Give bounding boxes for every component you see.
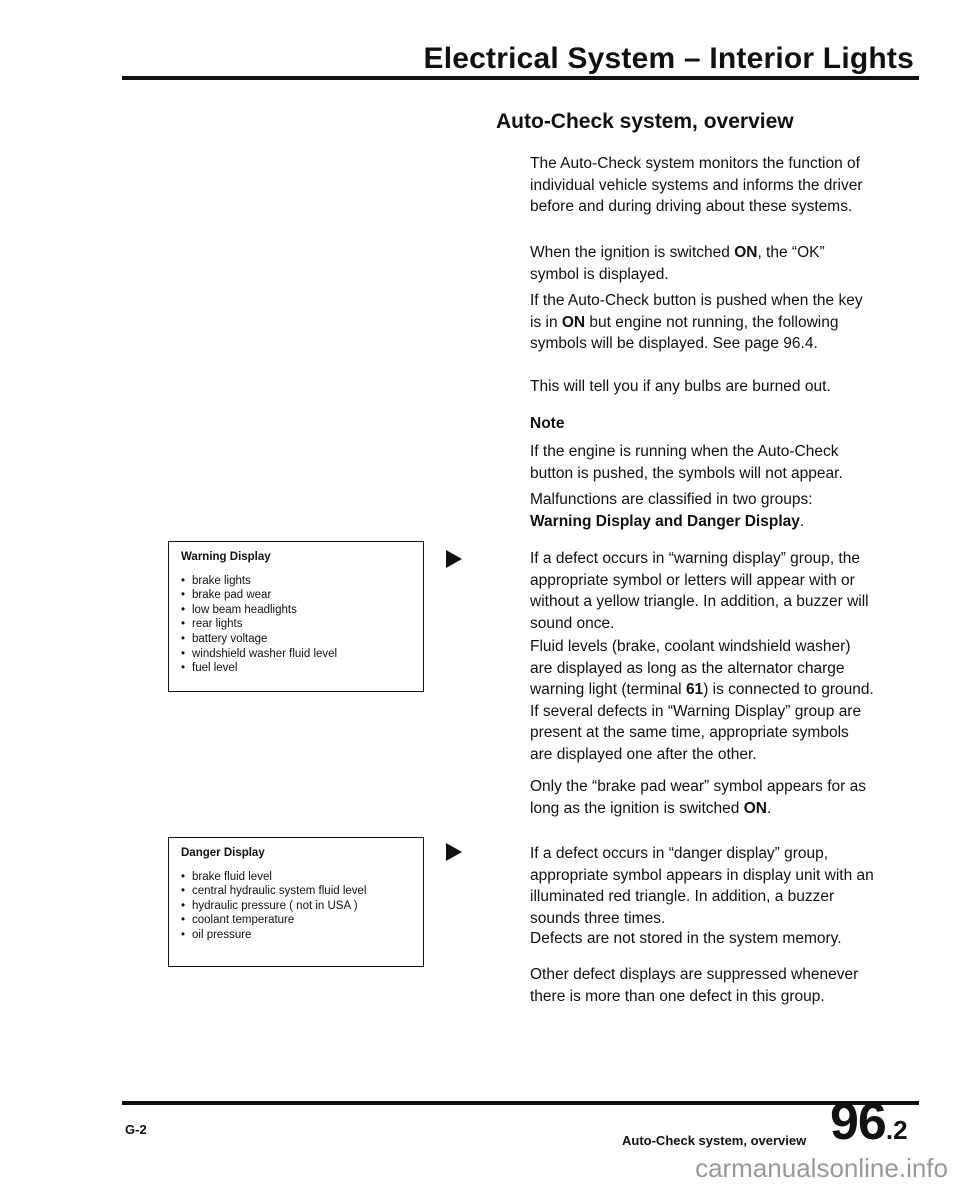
list-item <box>181 913 411 928</box>
paragraph-text: Only the “brake pad wear” symbol appears for as long as the ignition is switched <box>530 778 866 817</box>
list-item <box>181 632 411 647</box>
note-label: Note <box>530 415 565 432</box>
list-item-label: brake fluid level <box>192 870 272 883</box>
note-heading <box>530 413 875 435</box>
paragraph-text: This will tell you if any bulbs are burned out. <box>530 378 831 395</box>
list-item-label: central hydraulic system fluid level <box>192 885 367 898</box>
paragraph-text: If a defect occurs in “danger display” group, appropriate symbol appears in display unit with an illuminated red triangle. In addition, a buzzer sounds three times. <box>530 845 874 927</box>
paragraph-text: If a defect occurs in “warning display” group, the appropriate symbol or letters will appear with or without a yellow triangle. In addition, a buzzer will sound once. <box>530 550 869 632</box>
footer-caption: Auto-Check system, overview <box>622 1133 807 1148</box>
list-item-label: rear lights <box>192 618 243 631</box>
list-item <box>181 588 411 603</box>
emphasis-on: ON <box>743 799 767 817</box>
warning-display-title: Warning Display <box>181 551 271 563</box>
paragraph-text: If the Auto-Check button is pushed when the key is in <box>530 292 863 331</box>
emphasis-and: and <box>650 512 688 530</box>
list-item <box>181 661 411 676</box>
list-item <box>181 928 411 943</box>
list-item <box>181 870 411 885</box>
paragraph-text: When the ignition is switched <box>530 244 735 261</box>
paragraph-intro-text: The Auto-Check system monitors the function of individual vehicle systems and informs the driver before and during driving about these systems. <box>530 155 863 215</box>
bullet-icon: • <box>181 885 186 898</box>
paragraph-suppressed <box>530 964 875 1007</box>
arrow-right-icon <box>446 550 462 568</box>
bullet-icon: • <box>181 618 186 631</box>
paragraph-text: Fluid levels (brake, coolant windshield washer) are displayed as long as the alternator charge warning light (terminal <box>530 638 851 698</box>
footer-page-number <box>830 1092 908 1152</box>
footer-rule <box>122 1101 919 1105</box>
paragraph-danger-defect <box>530 843 875 929</box>
page-header-title: Electrical System – Interior Lights <box>423 42 914 75</box>
paragraph-memory <box>530 928 875 950</box>
bullet-icon: • <box>181 928 186 941</box>
emphasis-danger-display: Danger Display <box>687 512 800 530</box>
bullet-icon: • <box>181 574 186 587</box>
section-title: Auto-Check system, overview <box>496 110 794 133</box>
emphasis-warning-display: Warning Display <box>530 512 651 530</box>
bullet-icon: • <box>181 589 186 602</box>
emphasis-terminal: 61 <box>685 681 704 698</box>
watermark: carmanualsonline.info <box>695 1153 948 1183</box>
paragraph-groups <box>530 489 875 532</box>
list-item <box>181 884 411 899</box>
paragraph-text: Defects are not stored in the system memory. <box>530 930 842 947</box>
list-item-label: brake pad wear <box>192 589 272 602</box>
paragraph-button-pushed <box>530 290 875 355</box>
emphasis-on: ON <box>561 313 586 331</box>
bullet-icon: • <box>181 603 186 616</box>
list-item-label: battery voltage <box>192 632 268 645</box>
paragraph-brake-pad <box>530 776 875 819</box>
list-item <box>181 574 411 589</box>
warning-display-box <box>168 541 424 692</box>
bullet-icon: • <box>181 662 186 675</box>
paragraph-text: . <box>766 799 772 817</box>
paragraph-text: Other defect displays are suppressed whenever there is more than one defect in this group. <box>530 966 859 1005</box>
paragraph-text: but engine not running, the following symbols will be displayed. See page 96.4. <box>530 313 839 352</box>
paragraph-engine-running <box>530 441 875 484</box>
bullet-icon: • <box>181 870 186 883</box>
list-item-label: hydraulic pressure ( not in USA ) <box>192 899 358 912</box>
paragraph-text: ) is connected to ground. If several defects in “Warning Display” group are present at the same time, appropriate symbols are displayed one after the other. <box>530 681 874 763</box>
bullet-icon: • <box>181 632 186 645</box>
emphasis-on: ON <box>734 244 758 261</box>
paragraph-text: . <box>799 512 805 530</box>
paragraph-text: If the engine is running when the Auto-Check button is pushed, the symbols will not appear. <box>530 443 843 482</box>
arrow-right-icon <box>446 843 462 861</box>
paragraph-fluid-levels <box>530 636 875 765</box>
list-item-label: brake lights <box>192 574 251 587</box>
bullet-icon: • <box>181 899 186 912</box>
list-item-label: low beam headlights <box>192 603 297 616</box>
list-item-label: windshield washer fluid level <box>192 647 338 660</box>
list-item-label: oil pressure <box>192 928 252 941</box>
footer-page-major: 96 <box>830 1093 886 1151</box>
paragraph-warning-defect <box>530 548 875 634</box>
header-rule <box>122 76 919 80</box>
list-item <box>181 617 411 632</box>
footer-page-code: G-2 <box>125 1122 147 1137</box>
list-item <box>181 899 411 914</box>
paragraph-text: , the “OK” symbol is displayed. <box>530 244 825 283</box>
paragraph-ignition-on <box>530 242 875 285</box>
paragraph-bulbs <box>530 376 875 398</box>
list-item <box>181 647 411 662</box>
list-item <box>181 603 411 618</box>
danger-display-box <box>168 837 424 967</box>
bullet-icon: • <box>181 647 186 660</box>
footer-page-minor: .2 <box>885 1115 908 1145</box>
paragraph-text: Malfunctions are classified in two groups: <box>530 491 813 508</box>
list-item-label: coolant temperature <box>192 914 295 927</box>
danger-display-title: Danger Display <box>181 847 265 859</box>
list-item-label: fuel level <box>192 662 238 675</box>
paragraph-intro <box>530 153 875 218</box>
bullet-icon: • <box>181 914 186 927</box>
